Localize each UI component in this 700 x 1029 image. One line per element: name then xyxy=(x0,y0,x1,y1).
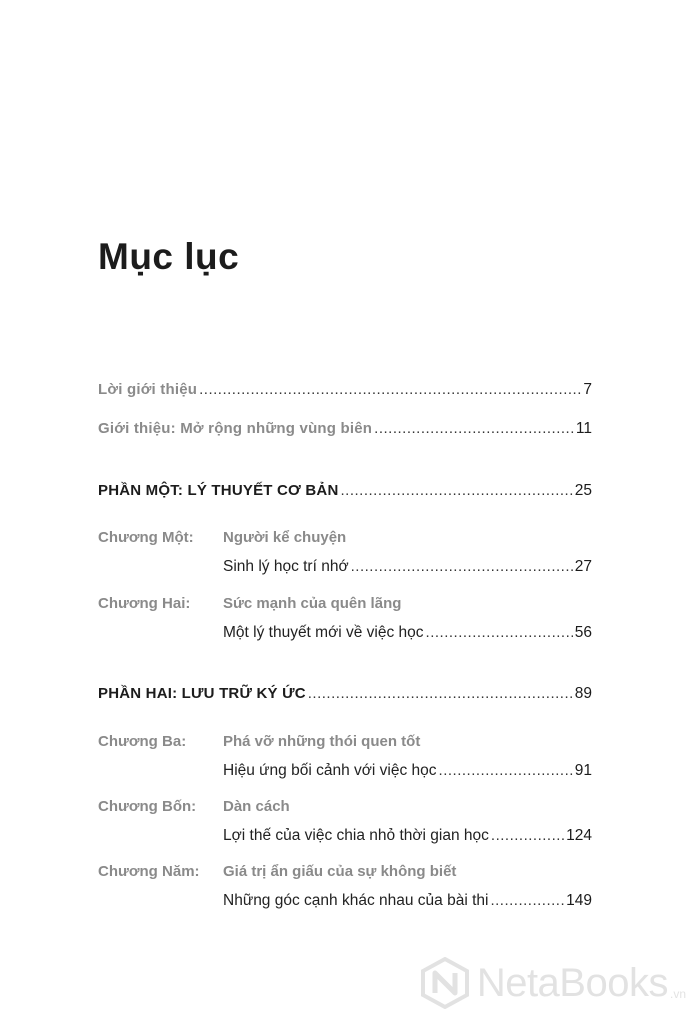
chapter-title: Sức mạnh của quên lãng xyxy=(223,595,402,612)
toc-chapter-entry[interactable] xyxy=(223,827,592,851)
chapter-subtitle: Hiệu ứng bối cảnh với việc học xyxy=(223,762,437,779)
toc-entry-label: Giới thiệu: Mở rộng những vùng biên xyxy=(98,420,373,437)
watermark xyxy=(419,957,686,1009)
toc-entry-label: Lời giới thiệu xyxy=(98,381,198,398)
chapter-subtitle: Lợi thế của việc chia nhỏ thời gian học xyxy=(223,827,489,844)
toc-chapter-heading[interactable] xyxy=(98,798,290,822)
chapter-title: Giá trị ẩn giấu của sự không biết xyxy=(223,863,457,880)
watermark-brand: NetaBooks xyxy=(476,960,668,1005)
toc-chapter-heading[interactable] xyxy=(98,595,401,619)
chapter-number: Chương Năm: xyxy=(98,863,200,880)
dot-leader xyxy=(308,685,573,702)
toc-page-number: 7 xyxy=(583,381,592,398)
chapter-subtitle: Những góc cạnh khác nhau của bài thi xyxy=(223,892,489,909)
toc-page-number: 11 xyxy=(575,420,592,437)
toc-page-number: 89 xyxy=(574,685,592,702)
dot-leader xyxy=(490,892,564,909)
toc-page-number: 25 xyxy=(574,482,592,499)
chapter-number: Chương Bốn: xyxy=(98,798,197,815)
toc-chapter-entry[interactable] xyxy=(223,762,592,786)
toc-page-number: 91 xyxy=(574,762,592,779)
page-title: Mục lục xyxy=(98,236,240,277)
chapter-number: Chương Một: xyxy=(98,529,194,546)
dot-leader xyxy=(426,624,573,641)
chapter-title: Phá vỡ những thói quen tốt xyxy=(223,733,421,750)
chapter-subtitle: Một lý thuyết mới về việc học xyxy=(223,624,424,641)
dot-leader xyxy=(374,420,574,437)
netabooks-logo-icon xyxy=(419,957,471,1009)
toc-chapter-entry[interactable] xyxy=(223,624,592,648)
toc-part-two[interactable] xyxy=(98,685,592,709)
toc-page-number: 56 xyxy=(574,624,592,641)
chapter-title: Dàn cách xyxy=(223,798,290,815)
chapter-number: Chương Hai: xyxy=(98,595,191,612)
toc-chapter-heading[interactable] xyxy=(98,529,346,553)
toc-entry-introduction[interactable] xyxy=(98,420,592,444)
dot-leader xyxy=(351,558,573,575)
toc-entry-intro[interactable] xyxy=(98,381,592,405)
toc-chapter-entry[interactable] xyxy=(223,558,592,582)
chapter-subtitle: Sinh lý học trí nhớ xyxy=(223,558,349,575)
dot-leader xyxy=(341,482,573,499)
dot-leader xyxy=(199,381,581,398)
toc-chapter-heading[interactable] xyxy=(98,863,456,887)
toc-page-number: 124 xyxy=(566,827,592,844)
toc-page-number: 27 xyxy=(574,558,592,575)
toc-chapter-heading[interactable] xyxy=(98,733,420,757)
toc-part-one[interactable] xyxy=(98,482,592,506)
dot-leader xyxy=(439,762,573,779)
toc-chapter-entry[interactable] xyxy=(223,892,592,916)
dot-leader xyxy=(491,827,564,844)
toc-page-number: 149 xyxy=(566,892,592,909)
toc-part-label: PHẦN MỘT: LÝ THUYẾT CƠ BẢN xyxy=(98,482,339,499)
chapter-title: Người kể chuyện xyxy=(223,529,347,546)
watermark-suffix: .vn xyxy=(669,987,686,1001)
toc-part-label: PHẦN HAI: LƯU TRỮ KÝ ỨC xyxy=(98,685,306,702)
chapter-number: Chương Ba: xyxy=(98,733,187,750)
